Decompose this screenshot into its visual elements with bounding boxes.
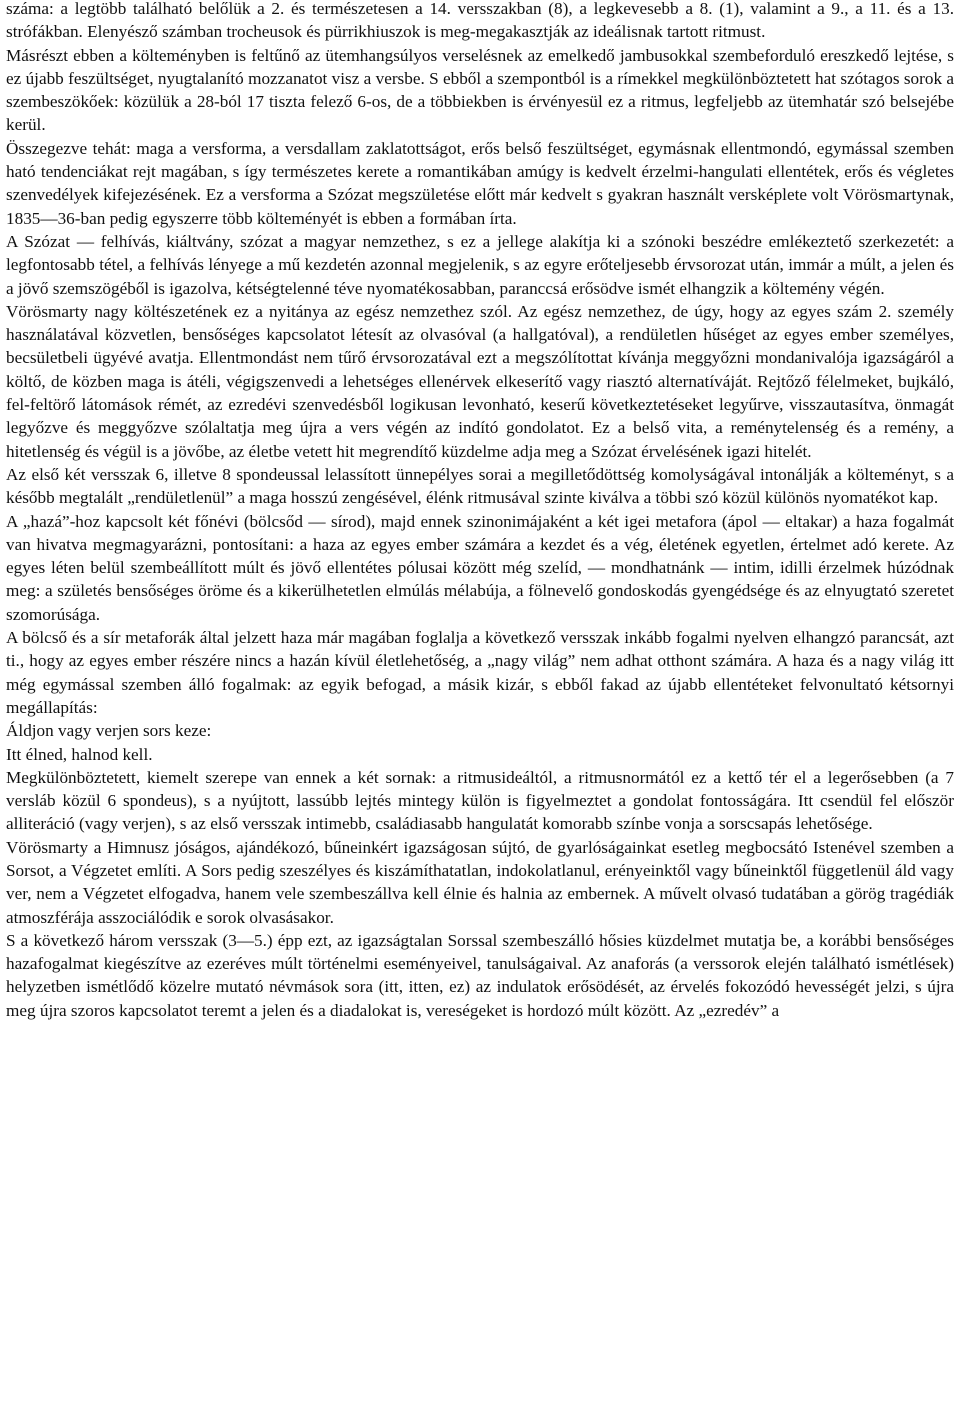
verse-line-2: Itt élned, halnod kell. [6,744,153,764]
paragraph-first-stanzas: Az első két versszak 6, illetve 8 spondeussal lelassított ünnepélyes sorai a megilletődöttség komolyságával intonálják a költeményt, s a később megtalált „rendületlenül” a maga hosszú zengésével, élénk ritmusával szinte kiválva a többi szó közül különös nyomatékot kap. [6,464,954,508]
verse-line-1: Áldjon vagy verjen sors keze: [6,721,212,741]
paragraph-meter-count: száma: a legtöbb található belőlük a 2. és természetesen a 14. versszakban (8), a legkevesebb a 8. (1), valamint a 9., a 11. és a 13. strófákban. Elenyésző számban trocheusok és pürrikhiuszok is meg-megakasztják az ideálisnak tartott ritmust. [6,0,954,42]
paragraph-cradle-grave: A bölcső és a sír metaforák által jelzett haza már magában foglalja a következő versszak inkább fogalmi nyelven elhangzó parancsát, azt ti., hogy az egyes ember részére nincs a hazán kívül életlehetőség, a „nagy világ” nem adhat otthont számára. A haza és a nagy világ itt még egymással szemben álló fogalmak: az egyik befogad, a másik kizár, s ebből fakad az újabb ellentéteket felvonultató kétsornyi megállapítás: [6,628,954,717]
paragraph-szozat-structure: A Szózat — felhívás, kiáltvány, szózat a magyar nemzethez, s ez a jellege alakítja ki a szónoki beszédre emlékeztető szerkezetét: a legfontosabb tétel, a felhívás lényege a mű kezdetén azonnal megjelenik, s az egyre erőteljesebb érvsorozat után, immár a múlt, a jelen és a jövő szemszögéből is igazolva, kétségtelenné téve nyomatékosabban, paranccsá erősödve ismét elhangzik a költemény végén. [6,231,954,298]
paragraph-two-lines-role: Megkülönböztetett, kiemelt szerepe van ennek a két sornak: a ritmusideáltól, a ritmusnormától ez a kettő tér el a legerősebben (a 7 versláb közül 6 spondeus), s a nyújtott, lassúbb lejtés mintegy külön is figyelmeztet a gondolat fontosságára. Itt csendül fel először alliteráció (vagy verjen), s az első versszak intimebb, családiasabb hangulatát komorabb színbe vonja a sorscsapás lehetősége. [6,767,954,834]
paragraph-homeland-metaphors: A „hazá”-hoz kapcsolt két főnévi (bölcsőd — sírod), majd ennek szinonimájaként a két igei metafora (ápol — eltakar) a haza fogalmát van hivatva megmagyarázni, pontosítani: a haza az egyes ember számára a kezdet és a vég, életének egyetlen, értelmet adó kerete. Az egyes léten belül szembeállított múlt és jövő ellentétes pólusai között még szelíd, — mondhatnánk — intim, idilli érzelmek húzódnak meg: a születés bensőséges öröme és a kikerülhetetlen elmúlás mélabúja, a fölnevelő gondoskodás gyengédsége és az elnyugtató szeretet szomorúsága. [6,511,954,624]
paragraph-fate-vs-god: Vörösmarty a Himnusz jóságos, ajándékozó, bűneinkért igazságosan sújtó, de gyarlóságainkat esetleg megbocsátó Istenével szemben a Sorsot, a Végzetet említi. A Sors pedig szeszélyes és kiszámíthatatlan, indokolatlanul, erényeinktől vagy bűneinktől függetlenül áld vagy ver, nem a Végzetet elfogadva, hanem vele szembeszállva kell élnie és halnia az embernek. A művelt olvasó tudatában a görög tragédiák atmoszférája asszociálódik e sorok olvasásakor. [6,837,954,927]
paragraph-stanzas-3-5: S a következő három versszak (3—5.) épp ezt, az igazságtalan Sorssal szembeszálló hősies küzdelmet mutatja be, a korábbi bensőséges hazafogalmat kiegészítve az ezeréves múlt történelmi eseményeivel, tanulságaival. Az anaforás (a verssorok elején található ismétlések) helyzetben ismétlődő közelre mutató névmások sora (itt, itten, ez) az indulatok erősödését, az érvelés fokozódó hevességét jelzi, s újra meg újra szoros kapcsolatot teremt a jelen és a diadalokat is, vereségeket is hordozó múlt között. Az „ezredév” a [6,930,954,1020]
paragraph-verse-form-summary: Összegezve tehát: maga a versforma, a versdallam zaklatottságot, erős belső feszültséget, egymásnak ellentmondó, egymással szemben ható tendenciákat rejt magában, s így természetes kerete a romantikában amúgy is kedvelt érzelmi-hangulati ellentétek, erős és végletes szenvedélyek kifejezésének. Ez a versforma a Szózat megszületése előtt már kedvelt s gyakran használt versképlete volt Vörösmartynak, 1835—36-ban pedig egyszerre több költeményét is ebben a formában írta. [6,138,954,228]
paragraph-nation-address: Vörösmarty nagy költészetének ez a nyitánya az egész nemzethez szól. Az egész nemzethez, de úgy, hogy az egyes szám 2. személy használatával közvetlen, bensőséges kapcsolatot létesít az olvasóval (a hallgatóval), a rendületlen hűséget az egyes ember személyes, becsületbeli ügyévé avatja. Ellentmondást nem tűrő érvsorozatával ezt a megszólítottat kívánja meggyőzni mondanivalója igazságáról a költő, de közben maga is átéli, végigszenvedi a lehetséges ellenérvek elkeserítő vagy riasztó alternatíváját. Rejtőző félelmeket, bujkáló, fel-feltörő látomások rémét, az ezredévi szenvedésből logikusan levonható, keserű következtetéseket legyűrve, visszautasítva, önmagát legyőzve és meggyőzve szólaltatja meg újra a vers végén az indító gondolatot. Ez a belső vita, a reménytelenség és a remény, a hitetlenség és végül is a jövőbe, az életbe vetett hit megrendítő küzdelme adja meg a Szózat érvelésének igazi hitelét. [6,301,954,461]
paragraph-descending-rhythm: Másrészt ebben a költeményben is feltűnő az ütemhangsúlyos verselésnek az emelkedő jambusokkal szembeforduló ereszkedő lejtése, s ez újabb feszültséget, nyugtalanító mozzanatot visz a versbe. S ebből a szempontból is a rímekkel megkülönböztetett hat szótagos sorok a szembeszökőek: közülük a 28-ból 17 tiszta felező 6-os, de a többiekben is érvényesül ez a ritmus, legfeljebb az ütemhatár szó belsejébe kerül. [6,45,954,135]
